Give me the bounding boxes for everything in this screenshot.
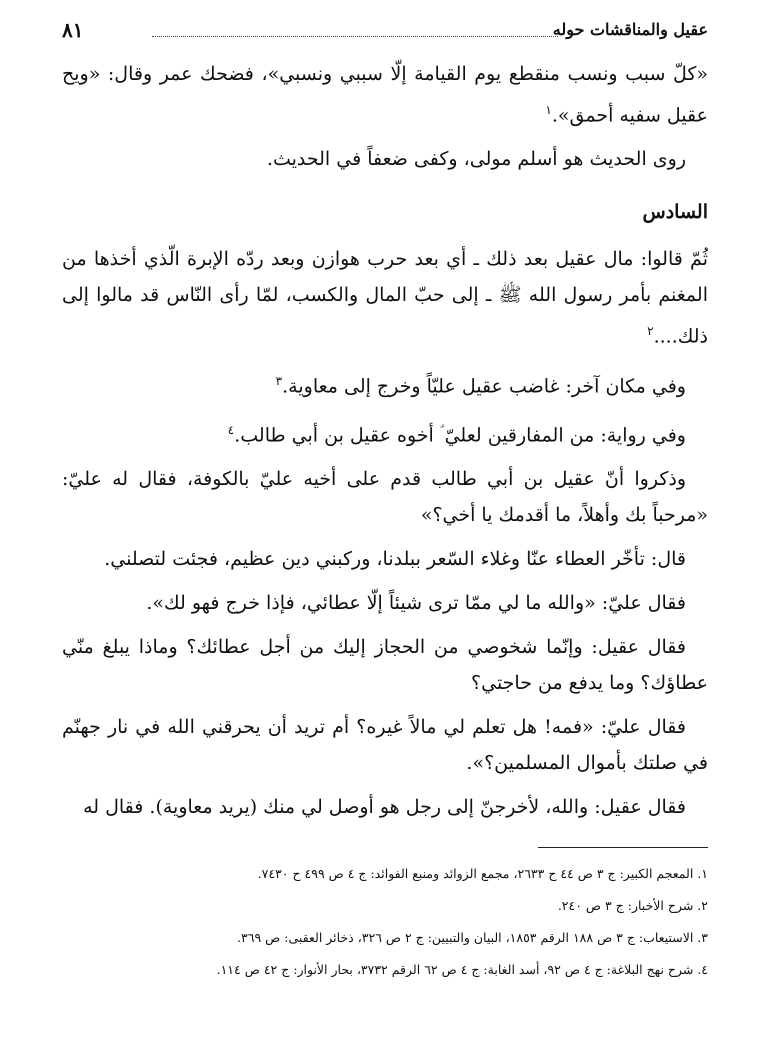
- footnote: ٤. شرح نهج البلاغة: ج ٤ ص ٩٢، أسد الغابة: ج ٤ ص ٦٢ الرقم ٣٧٣٢، بحار الأنوار: ج ٤٢ ص ١١٤.: [216, 962, 708, 978]
- footnote-ref: ٢: [647, 324, 654, 339]
- footnote-separator: [538, 847, 708, 848]
- footnote: ١. المعجم الكبير: ج ٣ ص ٤٤ ح ٢٦٣٣، مجمع الزوائد ومنبع الفوائد: ج ٤ ص ٤٩٩ ح ٧٤٣٠.: [257, 866, 708, 882]
- paragraph: وفي رواية: من المفارقين لعليّ ؑ أخوه عقيل بن أبي طالب.$^٤$: [227, 422, 686, 447]
- book-page: [62, 14, 708, 1060]
- paragraph: وذكروا أنّ عقيل بن أبي طالب قدم على أخيه عليّ بالكوفة، فقال له عليّ: «مرحباً بك وأهلاً، ما أقدمك يا أخي؟»: [62, 468, 708, 527]
- footnote-ref: ٣: [275, 373, 283, 388]
- paragraph: ثُمّ قالوا: مال عقيل بعد ذلك ـ أي بعد حرب هوازن وبعد ردّه الإبرة الّذي أخذها من المغنم بأمر رسول الله ﷺ ـ إلى حبّ المال والكسب، لمّا رأى النّاس قد مالوا إلى ذلك....$^٢$: [62, 248, 708, 348]
- paragraph: روى الحديث هو أسلم مولى، وكفى ضعفاً في الحديث.: [266, 148, 686, 171]
- paragraph: وفي مكان آخر: غاضب عقيل عليّاً وخرج إلى معاوية.$^٣$: [275, 373, 686, 397]
- paragraph: فقال عليّ: «والله ما لي ممّا ترى شيئاً إلّا عطائي، فإذا خرج فهو لك».: [146, 592, 686, 615]
- paragraph: فقال عقيل: والله، لأخرجنّ إلى رجل هو أوصل لي منك (يريد معاوية). فقال له: [83, 796, 686, 819]
- footnote-ref: ١: [545, 103, 552, 117]
- footnote: ٣. الاستيعاب: ج ٣ ص ١٨٨ الرقم ١٨٥٣، البيان والتبيين: ج ٢ ص ٣٢٦، ذخائر العقبى: ص ٣٦٩.: [237, 930, 708, 946]
- running-title: عقيل والمناقشات حوله: [552, 20, 708, 39]
- page-header: [62, 14, 708, 44]
- body-text: [62, 56, 708, 825]
- header-dotted-leader: [152, 36, 558, 37]
- footnotes: [62, 858, 708, 986]
- paragraph: فقال عقيل: وإنّما شخوصي من الحجاز إليك من أجل عطائك؟ وماذا يبلغ منّي عطاؤك؟ وما يدفع من حاجتي؟: [62, 636, 708, 695]
- paragraph: فقال عليّ: «فمه! هل تعلم لي مالاً غيره؟ أم تريد أن يحرقني الله في نار جهنّم في صلتك بأموال المسلمين؟».: [62, 716, 708, 775]
- paragraph: «كلّ سبب ونسب منقطع يوم القيامة إلّا سببي ونسبي»، فضحك عمر وقال: «ويح عقيل سفيه أحمق».$^١$: [62, 63, 708, 127]
- section-heading: السادس: [642, 201, 708, 224]
- paragraph: قال: تأخّر العطاء عنّا وغلاء السّعر ببلدنا، وركبني دين عظيم، فجئت لتصلني.: [104, 548, 686, 571]
- footnote-ref: ٤: [227, 422, 235, 437]
- footnote: ٢. شرح الأخبار: ج ٣ ص ٢٤٠.: [557, 898, 708, 914]
- page-number: ٨١: [62, 18, 84, 42]
